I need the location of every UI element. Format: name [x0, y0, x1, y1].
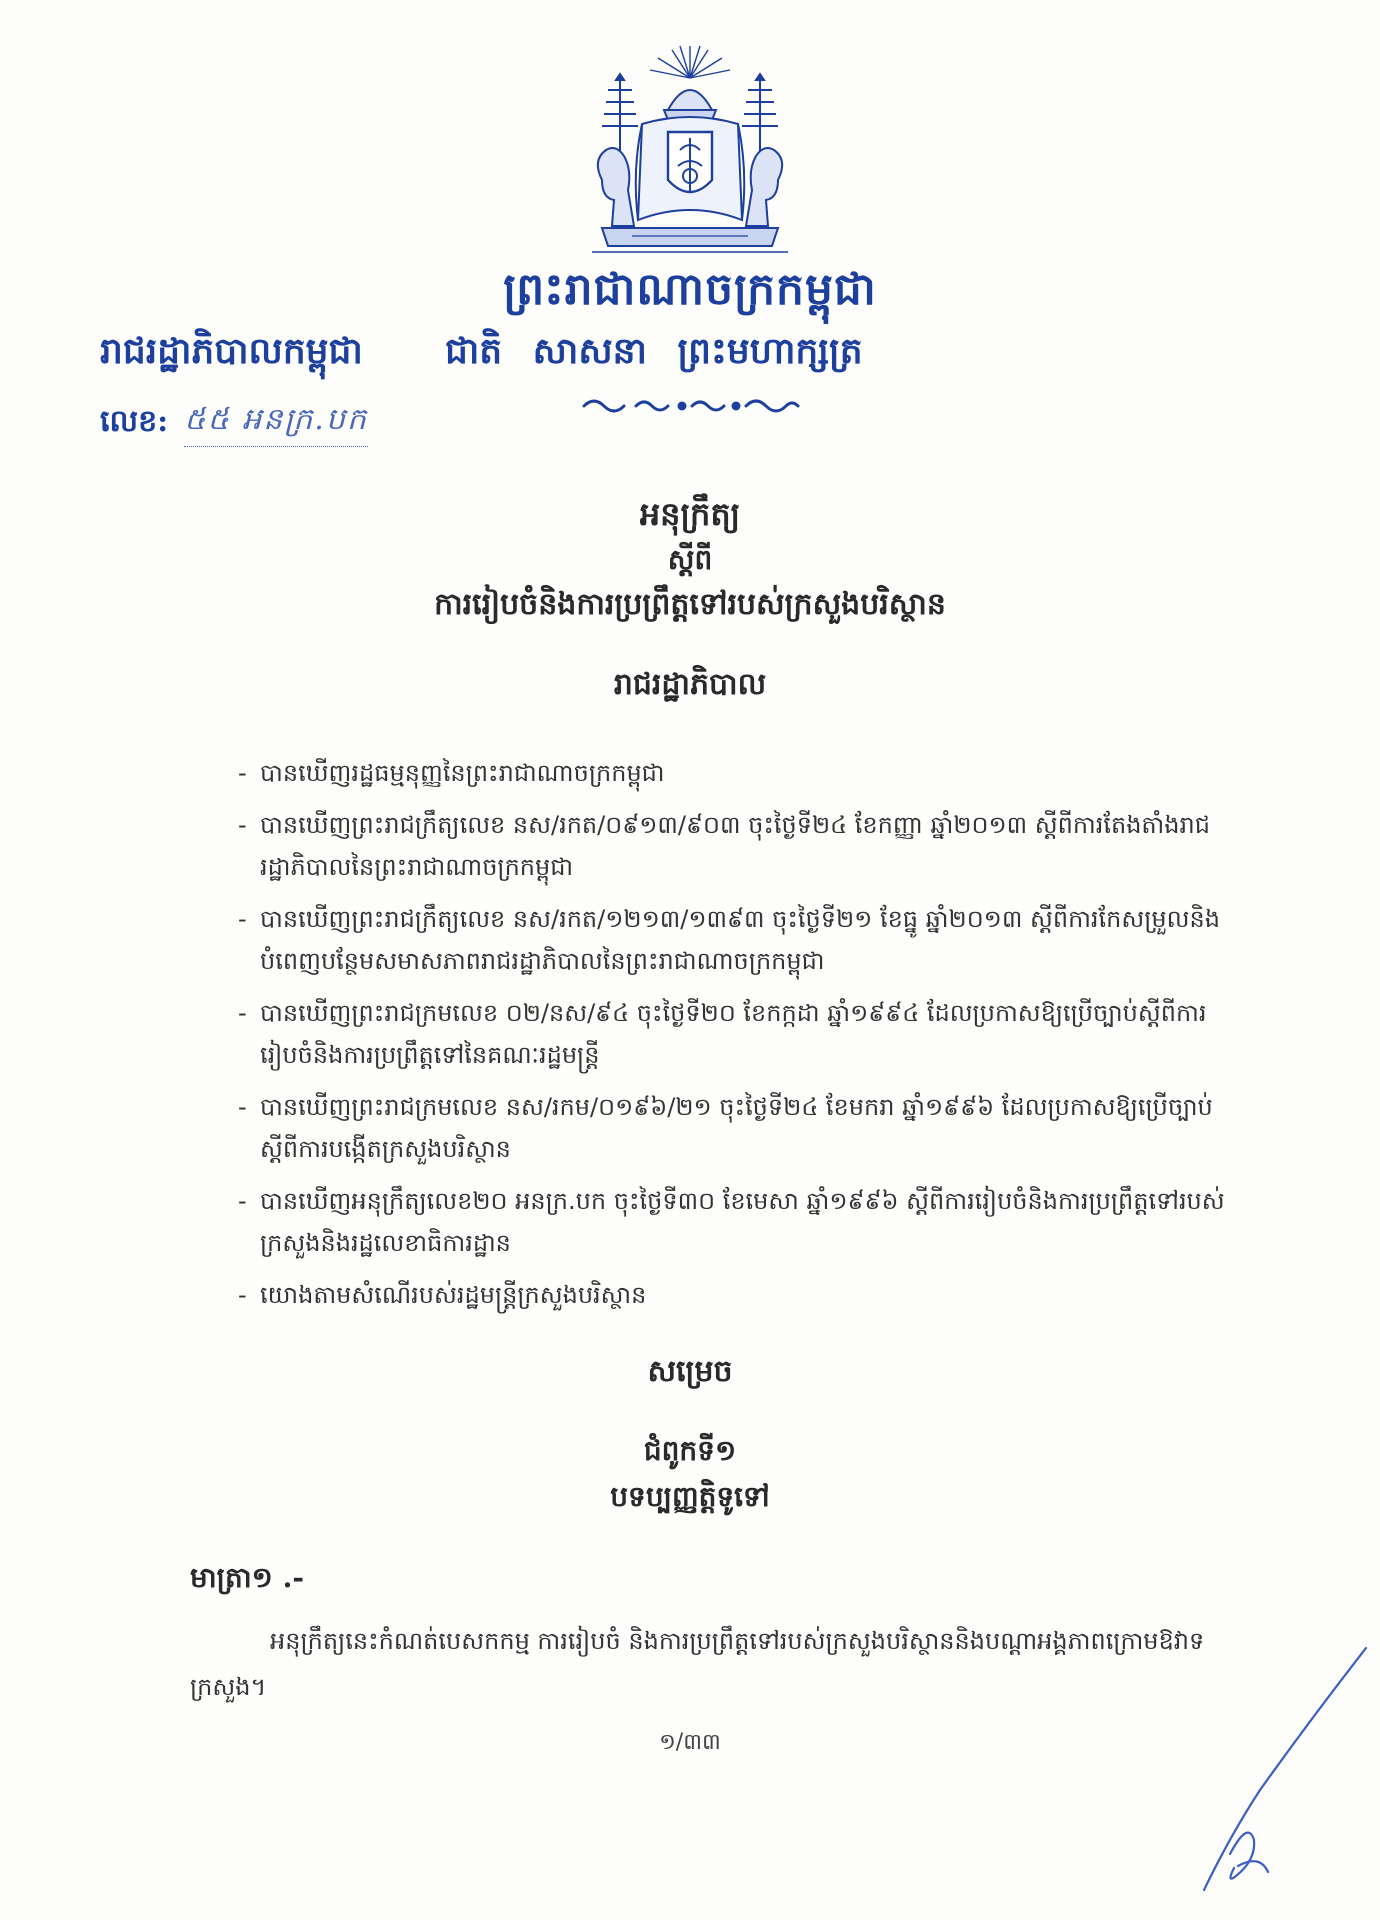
- decision-heading: សម្រេច: [647, 1354, 733, 1389]
- reference-number: ៥៥ អនក្រ.បក: [184, 400, 368, 447]
- chapter-heading: [0, 1428, 1380, 1520]
- chapter-number: ជំពូកទី១: [643, 1434, 737, 1467]
- document-title-block: [0, 490, 1380, 628]
- consideration-item: - បានឃើញព្រះរាជក្រឹត្យលេខ នស/រកត/១២១៣/១៣៩៣ ចុះថ្ងៃទី២១ ខែធ្នូ ឆ្នាំ២០១៣ ស្តីពីការកែសម្រួលនិងបំពេញបន្ថែមសមាសភាពរាជរដ្ឋាភិបាលនៃព្រះរាជាណាចក្រកម្ពុជា: [238, 905, 1220, 975]
- title-about-label: ស្តីពី: [667, 543, 713, 576]
- consideration-item: - បានឃើញព្រះរាជក្រមលេខ ០២/នស/៩៤ ចុះថ្ងៃទី២០ ខែកក្កដា ឆ្នាំ១៩៩៤ ដែលប្រកាសឱ្យប្រើច្បាប់ស្តីពីការរៀបចំនិងការប្រព្រឹត្តទៅនៃគណៈរដ្ឋមន្ត្រី: [238, 999, 1207, 1069]
- reference-number-line: [100, 400, 368, 447]
- ornament-divider-icon: [578, 392, 810, 418]
- considerations-list: [238, 752, 1238, 1326]
- page-number: ១/៣៣: [659, 1730, 721, 1755]
- chapter-title: បទប្បញ្ញត្តិទូទៅ: [610, 1480, 770, 1513]
- consideration-item: - បានឃើញអនុក្រឹត្យលេខ២០ អនក្រ.បក ចុះថ្ងៃទី៣០ ខែមេសា ឆ្នាំ១៩៩៦ ស្តីពីការរៀបចំនិងការប្រព្រឹត្តទៅរបស់ក្រសួងនិងរដ្ឋលេខាធិការដ្ឋាន: [238, 1187, 1225, 1257]
- government-heading: រាជរដ្ឋាភិបាល: [613, 667, 767, 702]
- article-label: មាត្រា១ .-: [190, 1561, 304, 1594]
- signature-mark-icon: [1190, 1640, 1370, 1910]
- issuing-government-label: រាជរដ្ឋាភិបាលកម្ពុជា: [100, 330, 363, 372]
- article-body-text: អនុក្រឹត្យនេះកំណត់បេសកកម្ម ការរៀបចំ និងការប្រព្រឹត្តទៅរបស់ក្រសួងបរិស្ថាននិងបណ្តាអង្គភាពក្រោមឱវាទក្រសួង។: [190, 1627, 1205, 1701]
- kingdom-heading: ព្រះរាជាណាចក្រកម្ពុជា: [503, 264, 877, 315]
- consideration-item: - បានឃើញរដ្ឋធម្មនុញ្ញនៃព្រះរាជាណាចក្រកម្ពុជា: [238, 759, 665, 787]
- consideration-item: - បានឃើញព្រះរាជក្រមលេខ នស/រកម/០១៩៦/២១ ចុះថ្ងៃទី២៤ ខែមករា ឆ្នាំ១៩៩៦ ដែលប្រកាសឱ្យប្រើច្បាប់ស្តីពីការបង្កើតក្រសួងបរិស្ថាន: [238, 1093, 1213, 1163]
- national-motto: ជាតិ សាសនា ព្រះមហាក្សត្រ: [445, 330, 863, 372]
- document-type-title: អនុក្រឹត្យ: [639, 495, 741, 533]
- consideration-item: - បានឃើញព្រះរាជក្រឹត្យលេខ នស/រកត/០៩១៣/៩០៣ ចុះថ្ងៃទី២៤ ខែកញ្ញា ឆ្នាំ២០១៣ ស្តីពីការតែងតាំងរាជរដ្ឋាភិបាលនៃព្រះរាជាណាចក្រកម្ពុជា: [238, 811, 1210, 881]
- document-subject-title: ការរៀបចំនិងការប្រព្រឹត្តទៅរបស់ក្រសួងបរិស្ថាន: [434, 587, 946, 622]
- consideration-item: - យោងតាមសំណើរបស់រដ្ឋមន្ត្រីក្រសួងបរិស្ថាន: [238, 1281, 647, 1309]
- reference-label: លេខ:: [100, 403, 169, 439]
- royal-coat-of-arms-emblem: [572, 40, 808, 262]
